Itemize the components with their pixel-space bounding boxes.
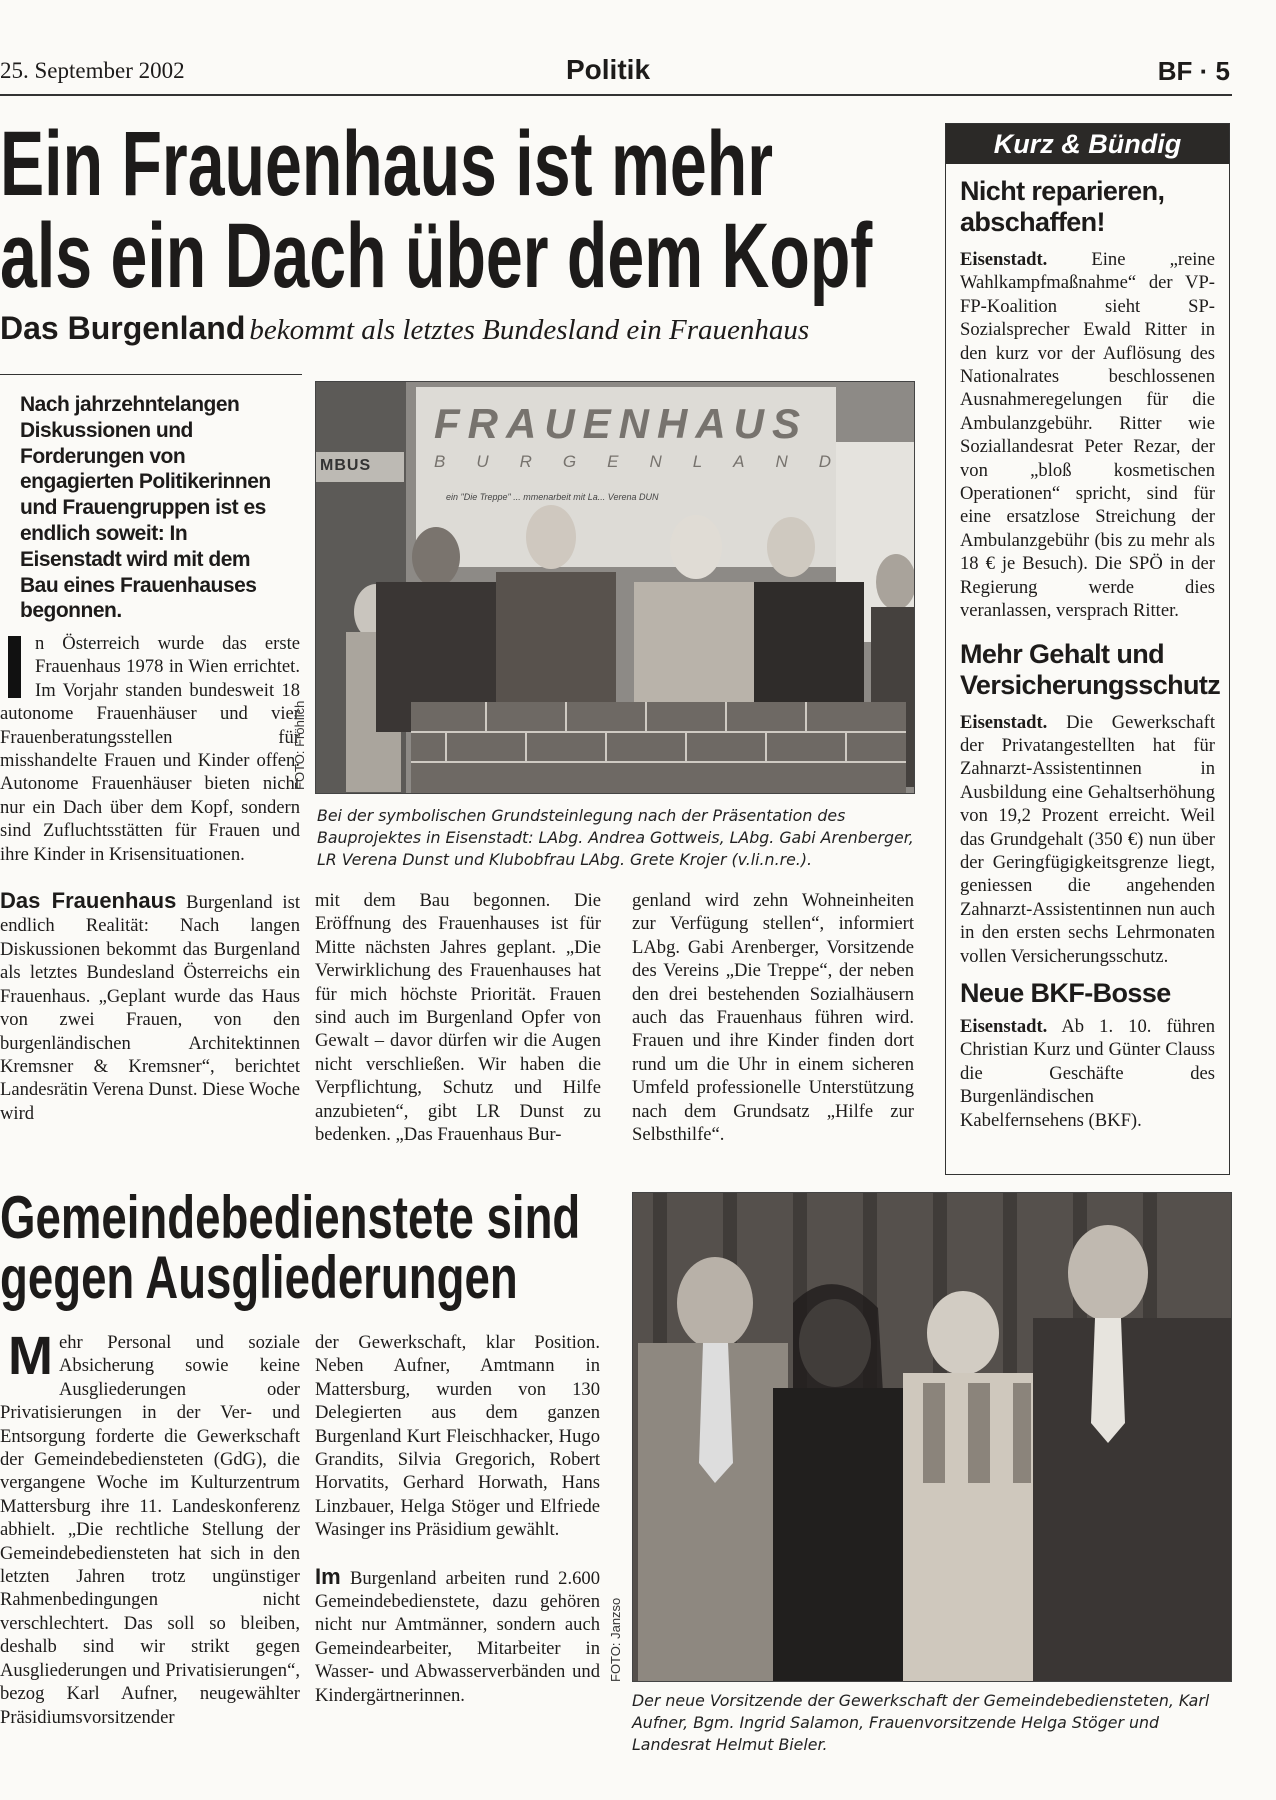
photo-groundbreaking [315, 381, 915, 794]
header-rule [0, 94, 1232, 96]
photo-sign-small: ein "Die Treppe" ... mmenarbeit mit La... Verena DUN [446, 492, 659, 502]
dateline: Eisenstadt. [960, 1015, 1048, 1037]
teaser-rule [0, 374, 302, 375]
subhead-text: bekommt als letztes Bundesland ein Frauenhaus [249, 314, 810, 346]
article-paragraph: n Österreich wurde das erste Frauenhaus 1978 in Wien errichtet. Im Vorjahr standen bundesweit 18 autonome Frauenhäuser und vier Frauenberatungsstellen für misshandelte Frauen und Kinder offen. Autonome Frauenhäuser bieten nicht nur ein Dach über dem Kopf, sondern sind Zufluchtsstätten für Frauen und ihre Kinder in Krisensituationen. [0, 633, 300, 865]
headline-line-1: Gemeindebedienstete sind [0, 1184, 581, 1251]
article-paragraph: Burgenland ist endlich Realität: Nach langen Diskussionen bekommt das Burgenland als letztes Bundesland Österreichs ein Frauenhaus. „Geplant wurde das Haus von zwei Frauen, von den burgenländischen Architektinnen Kremsner & Kremsner“, berichtet Landesrätin Verena Dunst. Diese Woche wird [0, 892, 300, 1124]
headline-line-2: gegen Ausgliederungen [0, 1244, 518, 1311]
second-article-col2 [315, 1331, 600, 1707]
paragraph-lead: Im [315, 1563, 341, 1589]
photo-credit: FOTO: Janzso [608, 1597, 623, 1682]
sidebar-item-title: Neue BKF-Bosse [960, 977, 1171, 1008]
page-number: BF · 5 [1157, 56, 1230, 86]
headline-line-1: Ein Frauenhaus ist mehr [0, 113, 773, 215]
sidebar-item-body: Die Gewerkschaft der Privatangestellten hat für Zahnarzt-Assistentinnen in Ausbildung eine Gehaltserhöhung von 19,2 Prozent erreicht. Weil das Grundgehalt (350 €) nun über der Geringfügigkeitsgrenze liegt, geniessen die angehenden Zahnarzt-Assistentinnen nun auch in den ersten sechs Lehrmonaten vollen Versicherungsschutz. [960, 711, 1215, 967]
photo-sign-subtitle: BURGENLAND [434, 452, 863, 471]
photo-union-officials [632, 1192, 1232, 1682]
sidebar-item-title: Nicht reparieren, abschaffen! [960, 176, 1165, 237]
photo-sign-title: FRAUENHAUS [434, 400, 808, 447]
photo-scene [633, 1193, 1231, 1681]
sidebar-item-body: Eine „reine Wahlkampfmaßnahme“ der VP-FP-Koalition sieht SP-Sozialsprecher Ewald Ritter in den kurz vor der Auflösung des Nationalrates beschlossenen Ausnahmeregelungen für die Ambulanzgebühr. Ritter wie Soziallandesrat Peter Rezar, der von „bloß kosmetischen Operationen“ spricht, sind für eine ersatzlose Streichung der Ambulanzgebühr (bis zu mehr als 18 € je Besuch). Die SPÖ in der Regierung werde dies veranlassen, versprach Ritter. [960, 249, 1215, 622]
sidebar-kurz-buendig [945, 123, 1230, 1175]
main-article-col3: genland wird zehn Wohneinheiten zur Verfügung stellen“, informiert LAbg. Gabi Arenberger, Vorsitzende des Vereins „Die Treppe“, der neben den drei bestehenden Sozialhäusern auch das Frauenhaus führen wird. Frauen und ihre Kinder finden dort rund um die Uhr in einem sicheren Umfeld professionelle Unterstützung nach dem Grundsatz „Hilfe zur Selbsthilfe“. [632, 890, 914, 1146]
article-paragraph: der Gewerkschaft, klar Position. Neben Aufner, Amtmann in Mattersburg, wurden von 130 Delegierten aus dem ganzen Burgenland Kurt Fleischhacker, Hugo Grandits, Silvia Gregorich, Robert Horvatits, Gerhard Horwath, Hans Linzbauer, Helga Stöger und Elfriede Wasinger ins Präsidium gewählt. [315, 1332, 600, 1541]
dropcap-block [8, 636, 21, 698]
dateline: Eisenstadt. [960, 711, 1048, 733]
subhead-bold: Das Burgenland [0, 310, 246, 346]
main-article-col2: mit dem Bau begonnen. Die Eröffnung des Frauenhauses ist für Mitte nächsten Jahres geplant. „Die Verwirklichung des Frauenhauses hat für mich höchste Priorität. Frauen sind auch im Burgenland Opfer von Gewalt – davor dürfen wir die Augen nicht verschließen. Wir haben die Verpflichtung, Schutz und Hilfe anzubieten“, gibt LR Dunst zu bedenken. „Das Frauenhaus Bur- [315, 890, 601, 1146]
photo-caption: Bei der symbolischen Grundsteinlegung nach der Präsentation des Bauprojektes in Eisenstadt: LAbg. Andrea Gottweis, LAbg. Gabi Arenberger, LR Verena Dunst und Klubobfrau LAbg. Grete Krojer (v.li.n.re.). [317, 806, 914, 869]
dropcap: M [8, 1326, 53, 1386]
sidebar-item-text [960, 1015, 1215, 1132]
subheadline [0, 310, 809, 347]
article-paragraph: ehr Personal und soziale Absicherung sowie keine Ausgliederungen oder Privatisierungen in der Ver- und Entsorgung forderte die Gewerkschaft der Gemeindebediensteten (GdG), die vergangene Woche im Kulturzentrum Mattersburg ihre 11. Landeskonferenz abhielt. „Die rechtliche Stellung der Gemeindebediensteten hat sich in den letzten Jahren trotz ungünstiger Rahmenbedingungen nicht verschlechtert. Das soll so bleiben, deshalb sind wir strikt gegen Ausgliederungen und Privatisierungen“, bezog Karl Aufner, neugewählter Präsidiumsvorsitzender [0, 1332, 300, 1728]
teaser-text: Nach jahrzehntelangen Diskussionen und Forderungen von engagierten Politikerinnen und Frauengruppen ist es endlich soweit: In Eisenstadt wird mit dem Bau eines Frauenhauses begonnen. [20, 393, 271, 623]
dateline: Eisenstadt. [960, 249, 1048, 270]
sidebar-item-text [960, 711, 1215, 968]
headline-line-2: als ein Dach über dem Kopf [0, 205, 873, 307]
photo-shop-sign: MBUS [320, 457, 372, 474]
sidebar-item-text [960, 248, 1215, 623]
issue-date: 25. September 2002 [0, 58, 185, 83]
paragraph-lead: Das Frauenhaus [0, 888, 177, 914]
sidebar-item-title: Mehr Gehalt und Versicherungsschutz [960, 638, 1221, 700]
second-article-col1 [0, 1326, 300, 1729]
photo-credit: FOTO: Fröhlich [292, 700, 307, 790]
photo-caption: Der neue Vorsitzende der Gewerkschaft der Gemeindebediensteten, Karl Aufner, Bgm. Ingrid Salamon, Frauenvorsitzende Helga Stöger und Landesrat Helmut Bieler. [632, 1691, 1210, 1754]
sidebar-title: Kurz & Bündig [946, 124, 1229, 164]
section-title: Politik [566, 54, 651, 85]
sidebar-item-body: Ab 1. 10. führen Christian Kurz und Günter Clauss die Geschäfte des Burgenländischen Kabelfernsehens (BKF). [960, 1015, 1215, 1131]
main-article-col1 [0, 632, 300, 1125]
article-paragraph: Burgenland arbeiten rund 2.600 Gemeindebedienstete, dazu gehören nicht nur Amtmänner, sondern auch Gemeindearbeiter, Mitarbeiter in Wasser- und Abwasserverbänden und Kindergärtnerinnen. [315, 1567, 600, 1706]
